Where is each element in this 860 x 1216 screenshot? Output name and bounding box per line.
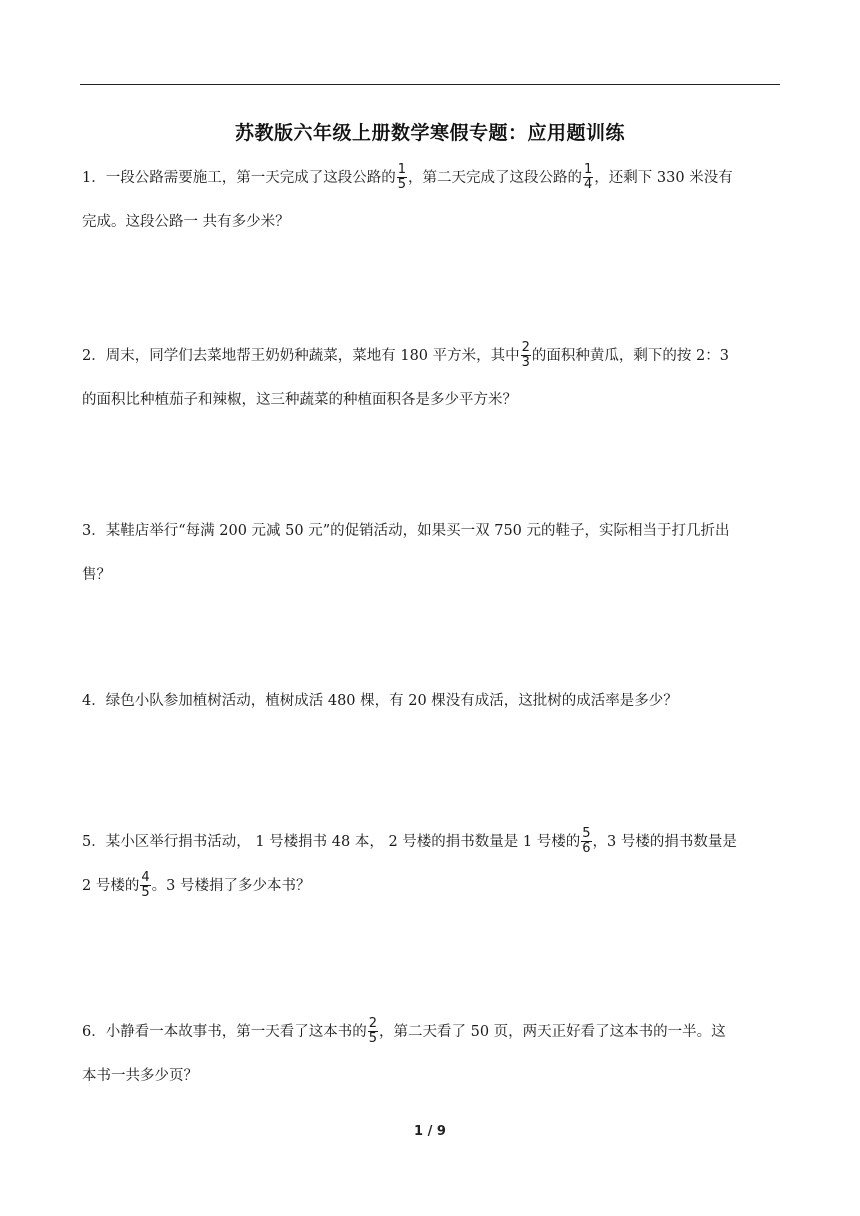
header-rule [80,84,780,85]
problem-text: ，第二天看了 50 页，两天正好看了这本书的一半。这 [379,1024,726,1040]
problem-5 [82,820,782,908]
document-title: 苏教版六年级上册数学寒假专题：应用题训练 [234,122,625,144]
problem-number: 3． [82,523,106,539]
fraction [397,163,407,192]
fraction [581,827,591,856]
fraction-denominator: 6 [582,840,591,856]
problem-text: 小静看一本故事书，第一天看了这本书的 [105,1024,367,1040]
problem-4 [82,679,782,723]
problem-6 [82,1010,782,1098]
problem-2-line-2: 的面积比种植茄子和辣椒，这三种蔬菜的种植面积各是多少平方米？ [82,392,517,408]
fraction-denominator: 3 [521,354,530,370]
problem-text: 周末，同学们去菜地帮王奶奶种蔬菜，菜地有 180 平方米，其中 [105,348,520,364]
problem-2 [82,334,782,422]
problem-6-line-1 [82,1010,782,1054]
page-indicator: 1 / 9 [414,1124,446,1139]
problem-3 [82,509,782,597]
problem-text: ，3 号楼的捐书数量是 [592,834,737,850]
problem-4-line-1 [82,679,782,723]
problem-5-line-1 [82,820,782,864]
fraction-numerator: 4 [141,869,150,885]
problem-number: 5． [82,834,106,850]
problem-1-line-1 [82,156,782,200]
fraction-denominator: 4 [584,176,593,192]
fraction-denominator: 5 [397,176,407,192]
fraction [140,871,150,900]
problem-text: 的面积种黄瓜，剩下的按 2：3 [531,348,729,364]
fraction-numerator: 2 [368,1015,378,1031]
fraction [521,341,531,370]
problem-text: ，第二天完成了这段公路的 [408,170,583,186]
problem-2-line-1 [82,334,782,378]
problem-text: 绿色小队参加植树活动，植树成活 480 棵，有 20 棵没有成活，这批树的成活率是多少？ [105,693,678,709]
problem-number: 6． [82,1024,106,1040]
problem-text: 。3 号楼捐了多少本书？ [151,878,311,894]
problem-number: 1． [82,170,106,186]
fraction-denominator: 5 [141,884,150,900]
problem-text: 某鞋店举行“每满 200 元减 50 元”的促销活动，如果买一双 750 元的鞋子，实际相当于打几折出 [105,523,730,539]
problem-5-line-2 [82,864,782,908]
problem-1 [82,156,782,244]
fraction-numerator: 1 [584,161,593,177]
fraction-denominator: 5 [368,1030,378,1046]
problem-text: 某小区举行捐书活动， 1 号楼捐书 48 本， 2 号楼的捐书数量是 1 号楼的 [105,834,581,850]
problem-text: 2 号楼的 [82,878,140,894]
fraction-numerator: 1 [397,161,407,177]
fraction-numerator: 2 [521,339,530,355]
fraction-numerator: 5 [582,825,591,841]
problem-number: 2． [82,348,106,364]
problem-number: 4． [82,693,106,709]
problem-text: ，还剩下 330 米没有 [594,170,733,186]
fraction [368,1017,378,1046]
problem-text: 一段公路需要施工，第一天完成了这段公路的 [105,170,396,186]
fraction [583,163,593,192]
problem-1-line-2: 完成。这段公路一 共有多少米？ [82,214,290,230]
problem-6-line-2: 本书一共多少页？ [82,1068,198,1084]
problem-3-line-1 [82,509,782,553]
problem-3-line-2: 售？ [82,567,111,583]
